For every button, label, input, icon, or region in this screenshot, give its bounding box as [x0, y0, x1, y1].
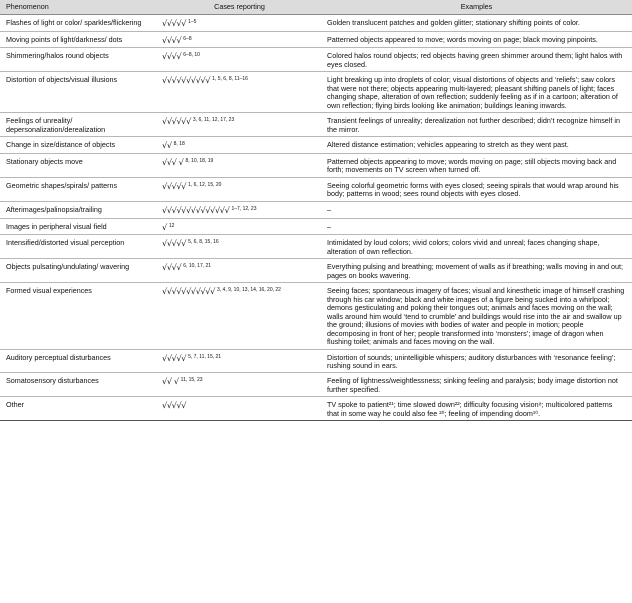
examples-cell: Intimidated by loud colors; vivid colors; colors vivid and unreal; faces changing shape, alteration of own reflection.	[321, 235, 632, 259]
case-checkmarks: √√√√√	[162, 180, 187, 191]
case-checkmarks: √√√√√√√√√√√	[162, 286, 215, 297]
case-references: 11, 15, 23	[180, 377, 203, 384]
phenomenon-cell: Somatosensory disturbances	[0, 373, 158, 397]
header-row	[0, 0, 632, 15]
cases-cell	[158, 349, 321, 373]
case-checkmarks: √√√√	[162, 34, 182, 45]
table-header	[0, 0, 632, 15]
examples-cell: Everything pulsing and breathing; movement of walls as if breathing; walls moving in and out; pages on books wavering.	[321, 259, 632, 283]
phenomenon-cell: Intensified/distorted visual perception	[0, 235, 158, 259]
cases-cell	[158, 113, 321, 137]
phenomenon-cell: Feelings of unreality/ depersonalization/derealization	[0, 113, 158, 137]
table-row	[0, 349, 632, 373]
phenomenon-cell: Formed visual experiences	[0, 283, 158, 349]
table-row	[0, 235, 632, 259]
cases-cell	[158, 177, 321, 201]
case-checkmarks: √√√√√√√√√√	[162, 75, 211, 86]
cases-cell	[158, 15, 321, 32]
case-references: 12	[168, 222, 175, 229]
table-body	[0, 15, 632, 421]
case-checkmarks: √√√√√	[162, 238, 187, 249]
case-references: 5, 6, 8, 15, 16	[188, 239, 219, 246]
table-row	[0, 153, 632, 177]
phenomenon-cell: Images in peripheral visual field	[0, 218, 158, 235]
header-examples: Examples	[321, 0, 632, 15]
examples-cell: –	[321, 201, 632, 218]
case-references: 3, 6, 11, 12, 17, 23	[192, 117, 235, 124]
cases-cell	[158, 31, 321, 48]
table-row	[0, 218, 632, 235]
table-row	[0, 373, 632, 397]
cases-cell	[158, 153, 321, 177]
case-checkmarks: √√√√√√	[162, 116, 191, 127]
case-references: 1, 6, 12, 15, 20	[188, 181, 222, 188]
examples-cell: Transient feelings of unreality; derealization not further described; didn’t recognize himself in the mirror.	[321, 113, 632, 137]
phenomenon-cell: Stationary objects move	[0, 153, 158, 177]
cases-cell	[158, 137, 321, 154]
case-checkmarks: √√√√√	[162, 352, 187, 363]
case-references: 6–8	[183, 35, 192, 42]
case-references: 1, 5, 6, 8, 11–16	[212, 76, 248, 83]
cases-cell	[158, 259, 321, 283]
table-row	[0, 113, 632, 137]
phenomenon-cell: Distortion of objects/visual illusions	[0, 72, 158, 113]
phenomenon-cell: Auditory perceptual disturbances	[0, 349, 158, 373]
table-row	[0, 177, 632, 201]
case-references: 3, 4, 9, 10, 13, 14, 16, 20, 22	[217, 287, 281, 294]
cases-cell	[158, 72, 321, 113]
examples-cell: Seeing colorful geometric forms with eyes closed; seeing spirals that would wrap around his body; patterns in wood; sees round objects with eyes closed.	[321, 177, 632, 201]
examples-cell: Altered distance estimation; vehicles appearing to stretch as they went past.	[321, 137, 632, 154]
table-row	[0, 31, 632, 48]
header-phenomenon: Phenomenon	[0, 0, 158, 15]
examples-cell: Golden translucent patches and golden glitter; stationary shifting points of color.	[321, 15, 632, 32]
case-checkmarks: √√√√	[162, 51, 182, 62]
case-checkmarks: √√	[162, 140, 172, 151]
header-cases: Cases reporting	[158, 0, 321, 15]
examples-cell: Colored halos round objects; red objects having green shimmer around them; light halos with eyes closed.	[321, 48, 632, 72]
phenomenon-cell: Other	[0, 397, 158, 421]
case-checkmarks: √	[162, 221, 167, 232]
cases-cell	[158, 373, 321, 397]
table-row	[0, 137, 632, 154]
table-row	[0, 72, 632, 113]
examples-cell: Light breaking up into droplets of color; visual distortions of objects and ‘reliefs’; saw colors that were not there; objects appearing multi-layered; pleasant shifting panels of light; faces changing shape, alteration of own reflection; suddenly feeling as if in a cartoon; alteration of own reflection; flying birds looking like animation; buildings leaning inwards.	[321, 72, 632, 113]
table-row	[0, 48, 632, 72]
table-row	[0, 397, 632, 421]
case-checkmarks: √√√√√	[162, 400, 187, 411]
table-row	[0, 201, 632, 218]
phenomenon-cell: Geometric shapes/spirals/ patterns	[0, 177, 158, 201]
examples-cell: –	[321, 218, 632, 235]
examples-cell: TV spoke to patient²¹; time slowed down²²; difficulty focusing vision⁸; multicolored patterns that in some way he could also fee ²⁰; feeling of impending doom¹⁰.	[321, 397, 632, 421]
case-checkmarks: √√ √	[162, 376, 179, 387]
phenomenon-cell: Objects pulsating/undulating/ wavering	[0, 259, 158, 283]
cases-cell	[158, 397, 321, 421]
examples-cell: Seeing faces; spontaneous imagery of faces; visual and kinesthetic image of himself crashing through his car window; black and white images of a figure being sucked into a whirlpool; demons gesticulating and poking their tongues out; animals and faces moving on the wall; walls around him would ‘tend to crumble’ and buildings would rise into the air and swallow up the ground; illusions of movies with bodies of water and people in motion; people decomposing in front of her; people transformed into ‘monsters’; image of dragon when flushing toilet; animals and faces moving on the wall.	[321, 283, 632, 349]
case-checkmarks: √√√ √	[162, 156, 184, 167]
cases-cell	[158, 201, 321, 218]
examples-cell: Feeling of lightness/weightlessness; sinking feeling and paralysis; body image distortion not further specified.	[321, 373, 632, 397]
table-row	[0, 259, 632, 283]
examples-cell: Patterned objects appearing to move; words moving on page; still objects moving back and forth; movements on TV screen when turned off.	[321, 153, 632, 177]
phenomenon-cell: Change in size/distance of objects	[0, 137, 158, 154]
cases-cell	[158, 218, 321, 235]
cases-cell	[158, 48, 321, 72]
table-row	[0, 283, 632, 349]
case-references: 8, 18	[173, 141, 185, 148]
examples-cell: Patterned objects appeared to move; words moving on page; black moving pinpoints.	[321, 31, 632, 48]
examples-cell: Distortion of sounds; unintelligible whispers; auditory disturbances with ‘resonance feeling’; rushing sound in ears.	[321, 349, 632, 373]
cases-cell	[158, 283, 321, 349]
case-checkmarks: √√√√√√√√√√√√√√	[162, 204, 230, 215]
phenomenon-cell: Moving points of light/darkness/ dots	[0, 31, 158, 48]
cases-cell	[158, 235, 321, 259]
case-references: 1–5	[188, 19, 197, 25]
phenomenon-cell: Afterimages/palinopsia/trailing	[0, 201, 158, 218]
case-references: 1–7, 12, 23	[231, 205, 257, 212]
case-references: 5, 7, 11, 15, 21	[188, 353, 222, 360]
table-row	[0, 15, 632, 32]
case-checkmarks: √√√√√	[162, 18, 187, 28]
case-checkmarks: √√√√	[162, 262, 182, 273]
phenomenon-cell: Shimmering/halos round objects	[0, 48, 158, 72]
case-references: 6–8, 10	[183, 52, 200, 59]
case-references: 6, 10, 17, 21	[183, 263, 212, 270]
phenomenon-cell: Flashes of light or color/ sparkles/flickering	[0, 15, 158, 32]
case-references: 8, 10, 18, 19	[185, 157, 214, 164]
